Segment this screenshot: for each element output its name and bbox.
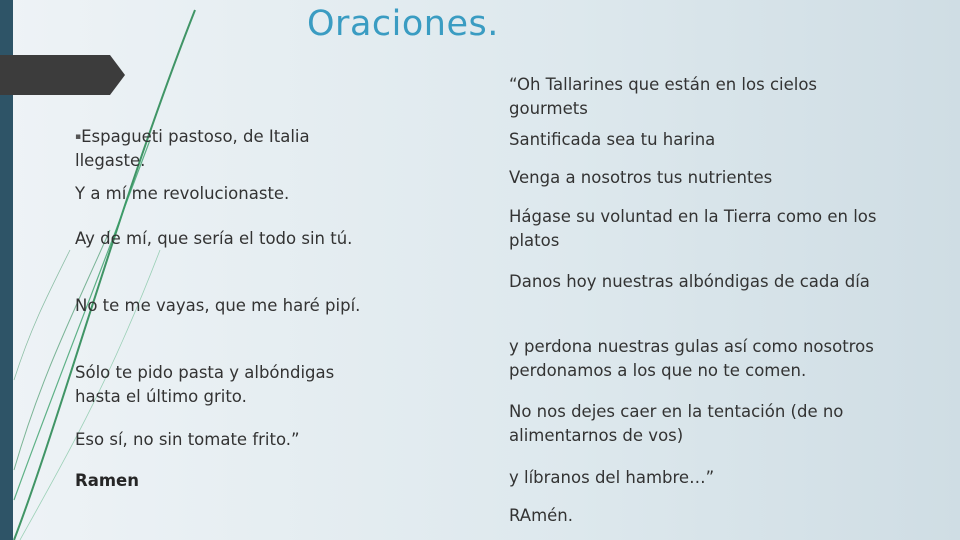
prayer-line: No nos dejes caer en la tentación (de no alimentarnos de vos) [509,402,844,445]
prayer-line: Santificada sea tu harina [509,130,716,149]
prayer-line: y líbranos del hambre…” [509,468,715,487]
poem-line: Eso sí, no sin tomate frito.” [75,430,300,449]
poem-signature: Ramen [75,471,139,490]
slide-title: Oraciones. [307,4,499,44]
bullet-icon: ▪ [75,132,82,142]
poem-line: ▪Espagueti pastoso, de Italia llegaste. [75,127,310,170]
prayer-line: y perdona nuestras gulas así como nosotros perdonamos a los que no te comen. [509,337,874,380]
poem-line: Y a mí me revolucionaste. [75,184,290,203]
poem-line: Sólo te pido pasta y albóndigas hasta el último grito. [75,363,335,406]
decorative-arrow-shape [0,55,125,95]
prayer-line: Venga a nosotros tus nutrientes [509,168,773,187]
poem-line: Ay de mí, que sería el todo sin tú. [75,229,353,248]
poem-line: No te me vayas, que me haré pipí. [75,296,361,315]
prayer-line: Danos hoy nuestras albóndigas de cada día [509,272,870,291]
prayer-line: Hágase su voluntad en la Tierra como en los platos [509,207,877,250]
prayer-line: RAmén. [509,506,574,525]
prayer-line: “Oh Tallarines que están en los cielos gourmets [509,75,818,118]
